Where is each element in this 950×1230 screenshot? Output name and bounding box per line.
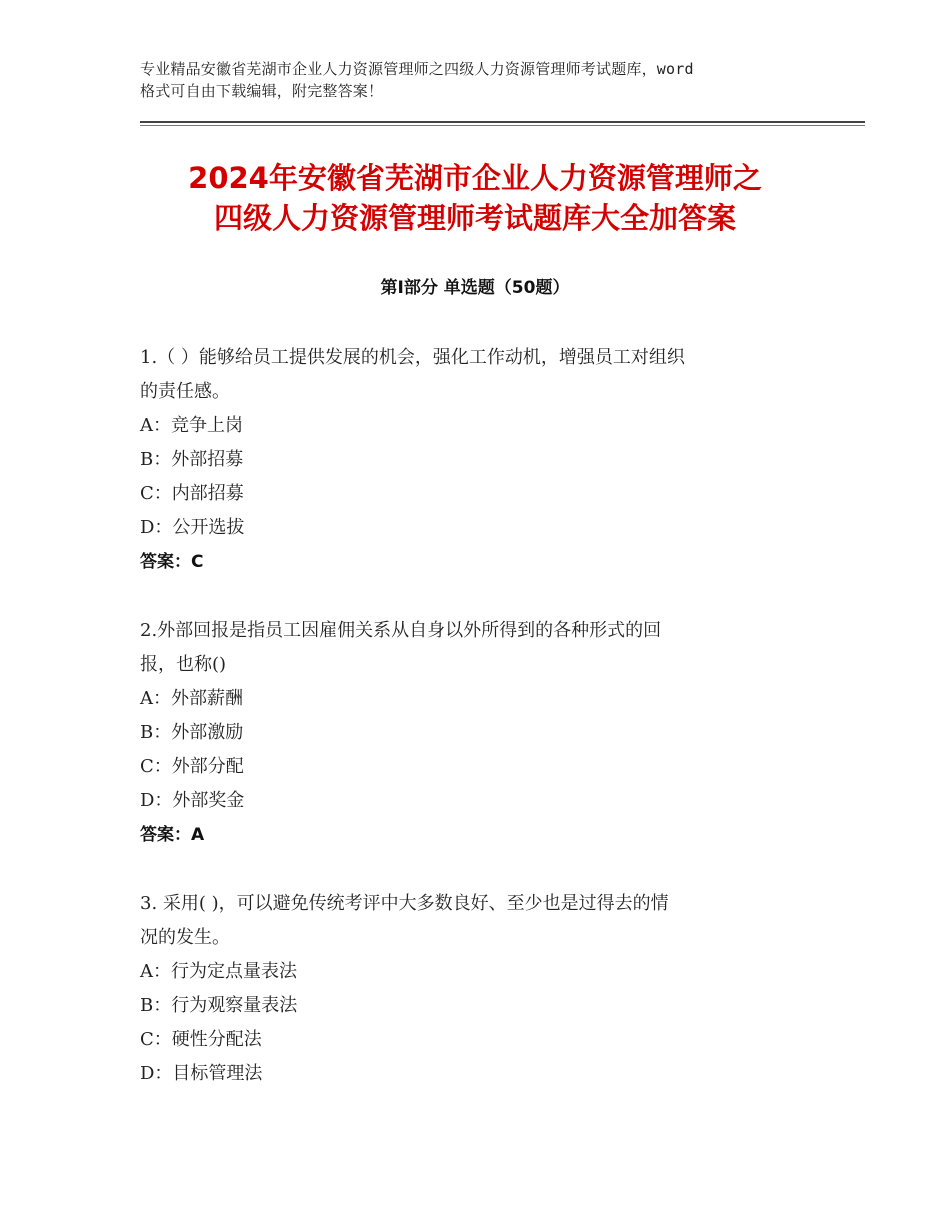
question-stem-line: 况的发生。 xyxy=(140,927,230,948)
question-stem-line: 1.（ ）能够给员工提供发展的机会，强化工作动机，增强员工对组织 xyxy=(140,347,685,368)
option-b: B：外部招募 xyxy=(140,449,244,470)
question-stem-line: 2.外部回报是指员工因雇佣关系从自身以外所得到的各种形式的回 xyxy=(140,620,662,641)
header-divider xyxy=(140,121,865,123)
option-d: D：目标管理法 xyxy=(140,1063,263,1084)
option-b: B：行为观察量表法 xyxy=(140,995,298,1016)
option-b: B：外部激励 xyxy=(140,722,244,743)
question-2 xyxy=(140,614,820,852)
document-title xyxy=(100,158,850,238)
question-3 xyxy=(140,887,820,1091)
option-c: C：内部招募 xyxy=(140,483,244,504)
option-a: A：竞争上岗 xyxy=(140,415,243,436)
answer: 答案：A xyxy=(140,825,205,845)
option-d: D：公开选拔 xyxy=(140,517,245,538)
option-d: D：外部奖金 xyxy=(140,790,245,811)
header-divider-thin xyxy=(140,125,865,126)
document-title-line: 四级人力资源管理师考试题库大全加答案 xyxy=(213,201,736,235)
question-stem xyxy=(140,887,820,955)
header-note-line: 专业精品安徽省芜湖市企业人力资源管理师之四级人力资源管理师考试题库，word xyxy=(140,60,694,78)
option-a: A：外部薪酬 xyxy=(140,688,243,709)
question-stem xyxy=(140,341,820,409)
header-note-line: 格式可自由下载编辑，附完整答案！ xyxy=(140,82,384,100)
document-title-line: 2024年安徽省芜湖市企业人力资源管理师之 xyxy=(188,161,762,195)
question-stem-line: 报，也称() xyxy=(140,654,227,675)
header-note xyxy=(140,58,830,102)
answer: 答案：C xyxy=(140,552,204,572)
section-heading: 第Ⅰ部分 单选题（50题） xyxy=(380,278,570,298)
question-1 xyxy=(140,341,820,579)
option-c: C：硬性分配法 xyxy=(140,1029,262,1050)
question-stem xyxy=(140,614,820,682)
option-c: C：外部分配 xyxy=(140,756,244,777)
question-stem-line: 的责任感。 xyxy=(140,381,230,402)
question-stem-line: 3. 采用( )，可以避免传统考评中大多数良好、至少也是过得去的情 xyxy=(140,893,669,914)
option-a: A：行为定点量表法 xyxy=(140,961,297,982)
